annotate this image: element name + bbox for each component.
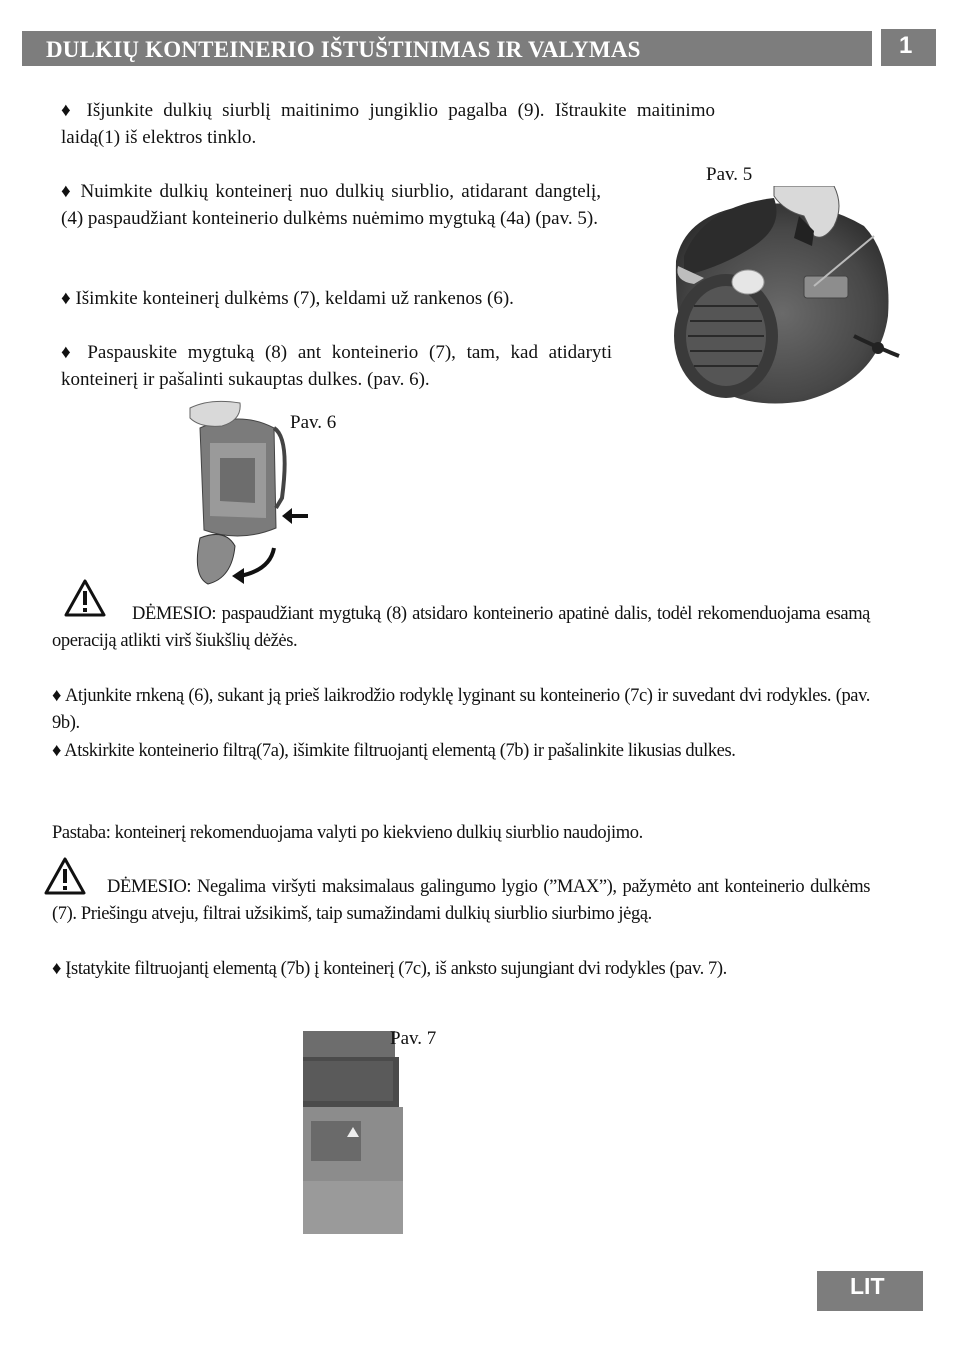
warning-1-text: DĖMESIO: paspaudžiant mygtuką (8) atsidaro konteinerio apatinė dalis, todėl rekomenduojama esamą operaciją atlikti virš šiukšlių dėžės. [52, 604, 870, 651]
step-1: ♦ Išjunkite dulkių siurblį maitinimo jungiklio pagalba (9). Ištraukite maitinimo laidą(1) iš elektros tinklo. [61, 100, 715, 148]
note-text: Pastaba: konteinerį rekomenduojama valyti po kiekvieno dulkių siurblio naudojimo. [52, 823, 643, 843]
step-6: ♦ Atskirkite konteinerio filtrą(7a), išimkite filtruojantį elementą (7b) ir pašalinkite likusias dulkes. [52, 741, 736, 761]
step-7: ♦ Įstatykite filtruojantį elementą (7b) į konteinerį (7c), iš anksto sujungiant dvi rodykles (pav. 7). [52, 959, 727, 979]
figure-7-filter-image [303, 1031, 408, 1234]
page-number: 1 [881, 29, 936, 66]
step-3: ♦ Išimkite konteinerį dulkėms (7), keldami už rankenos (6). [61, 288, 514, 309]
section-title: DULKIŲ KONTEINERIO IŠTUŠTINIMAS IR VALYMAS [22, 31, 872, 66]
figure-5-vacuum-image [664, 186, 900, 408]
figure-5-caption: Pav. 5 [706, 164, 753, 185]
step-2: ♦ Nuimkite dulkių konteinerį nuo dulkių siurblio, atidarant dangtelį, (4) paspaudžiant konteinerio dulkėms nuėmimo mygtuką (4a) (pav. 5). [61, 181, 601, 229]
step-4: ♦ Paspauskite mygtuką (8) ant konteinerio (7), tam, kad atidaryti konteinerį ir pašalinti sukauptas dulkes. (pav. 6). [61, 342, 612, 390]
figure-7-caption: Pav. 7 [390, 1028, 437, 1049]
step-5: ♦ Atjunkite rnkeną (6), sukant ją prieš laikrodžio rodyklę lyginant su konteinerio (7c) ir suvedant dvi rodykles. (pav. 9b). [52, 686, 870, 733]
language-tag: LIT [817, 1271, 923, 1311]
figure-6-caption: Pav. 6 [290, 412, 337, 433]
warning-2-text: DĖMESIO: Negalima viršyti maksimalaus galingumo lygio (”MAX”), pažymėto ant konteinerio dulkėms (7). Priešingu atveju, filtrai užsikimš, taip sumažindami dulkių siurblio siurbimo jėgą. [52, 877, 870, 924]
